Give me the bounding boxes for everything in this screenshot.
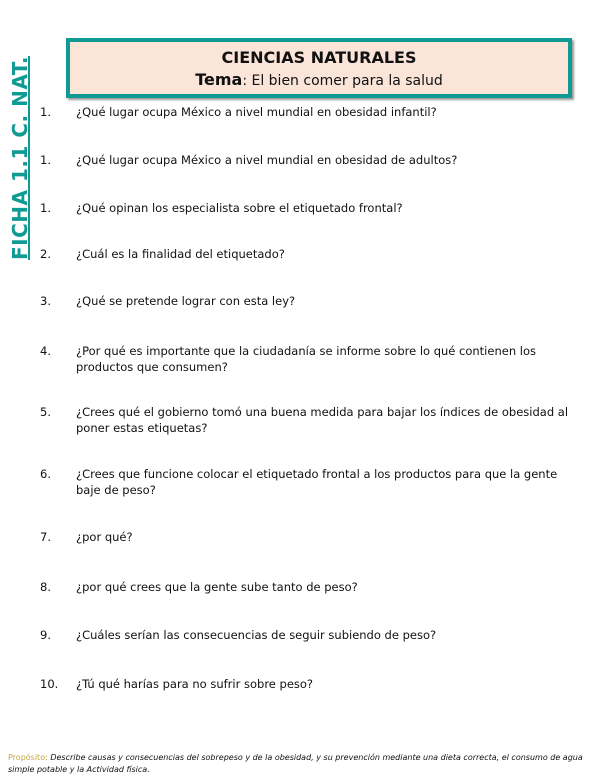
- question-item: [40, 293, 570, 309]
- question-text: ¿por qué crees que la gente sube tanto de peso?: [76, 580, 358, 594]
- question-number: 3.: [40, 294, 51, 308]
- question-text: ¿Qué opinan los especialista sobre el etiquetado frontal?: [76, 201, 403, 215]
- question-text: ¿Tú qué harías para no sufrir sobre peso?: [76, 677, 314, 691]
- question-number: 6.: [40, 467, 51, 481]
- question-number: 5.: [40, 405, 51, 419]
- question-number: 1.: [40, 105, 51, 119]
- subject-title: CIENCIAS NATURALES: [221, 48, 417, 67]
- question-item: [40, 529, 570, 545]
- question-item: [40, 579, 570, 595]
- question-text: ¿Cuál es la finalidad del etiquetado?: [76, 247, 285, 261]
- purpose-text: Describe causas y consecuencias del sobrepeso y de la obesidad, y su prevención mediante una dieta correcta, el consumo de agua simple potable y la Actividad física.: [8, 753, 583, 774]
- question-text: ¿Crees qué el gobierno tomó una buena medida para bajar los índices de obesidad al poner estas etiquetas?: [76, 405, 569, 435]
- question-item: [40, 200, 570, 216]
- question-item: [40, 676, 570, 692]
- question-item: [40, 466, 570, 498]
- question-item: [40, 627, 570, 643]
- question-text: ¿Qué se pretende lograr con esta ley?: [76, 294, 296, 308]
- purpose-label: Propósito:: [8, 753, 48, 762]
- question-number: 9.: [40, 628, 51, 642]
- question-number: 1.: [40, 201, 51, 215]
- question-number: 2.: [40, 247, 51, 261]
- question-item: [40, 152, 570, 168]
- question-text: ¿Por qué es importante que la ciudadanía se informe sobre lo qué contienen los productos que consumen?: [76, 344, 536, 374]
- question-number: 8.: [40, 580, 51, 594]
- question-number: 7.: [40, 530, 51, 544]
- question-text: ¿por qué?: [76, 530, 133, 544]
- question-text: ¿Cuáles serían las consecuencias de seguir subiendo de peso?: [76, 628, 437, 642]
- question-text: ¿Qué lugar ocupa México a nivel mundial en obesidad infantil?: [76, 105, 437, 119]
- purpose-footer: [8, 752, 598, 776]
- side-label: FICHA 1.1 C. NAT.: [8, 56, 32, 260]
- question-text: ¿Qué lugar ocupa México a nivel mundial en obesidad de adultos?: [76, 153, 458, 167]
- theme-line: [70, 70, 568, 89]
- question-text: ¿Crees que funcione colocar el etiquetado frontal a los productos para que la gente baje de peso?: [76, 467, 558, 497]
- question-number: 10.: [40, 677, 59, 691]
- question-item: [40, 246, 570, 262]
- question-number: 1.: [40, 153, 51, 167]
- question-number: 4.: [40, 344, 51, 358]
- header-box: [66, 38, 572, 98]
- theme-label: Tema: [195, 70, 243, 89]
- question-item: [40, 404, 570, 436]
- question-item: [40, 104, 570, 120]
- question-item: [40, 343, 570, 375]
- theme-value: : El bien comer para la salud: [242, 73, 443, 89]
